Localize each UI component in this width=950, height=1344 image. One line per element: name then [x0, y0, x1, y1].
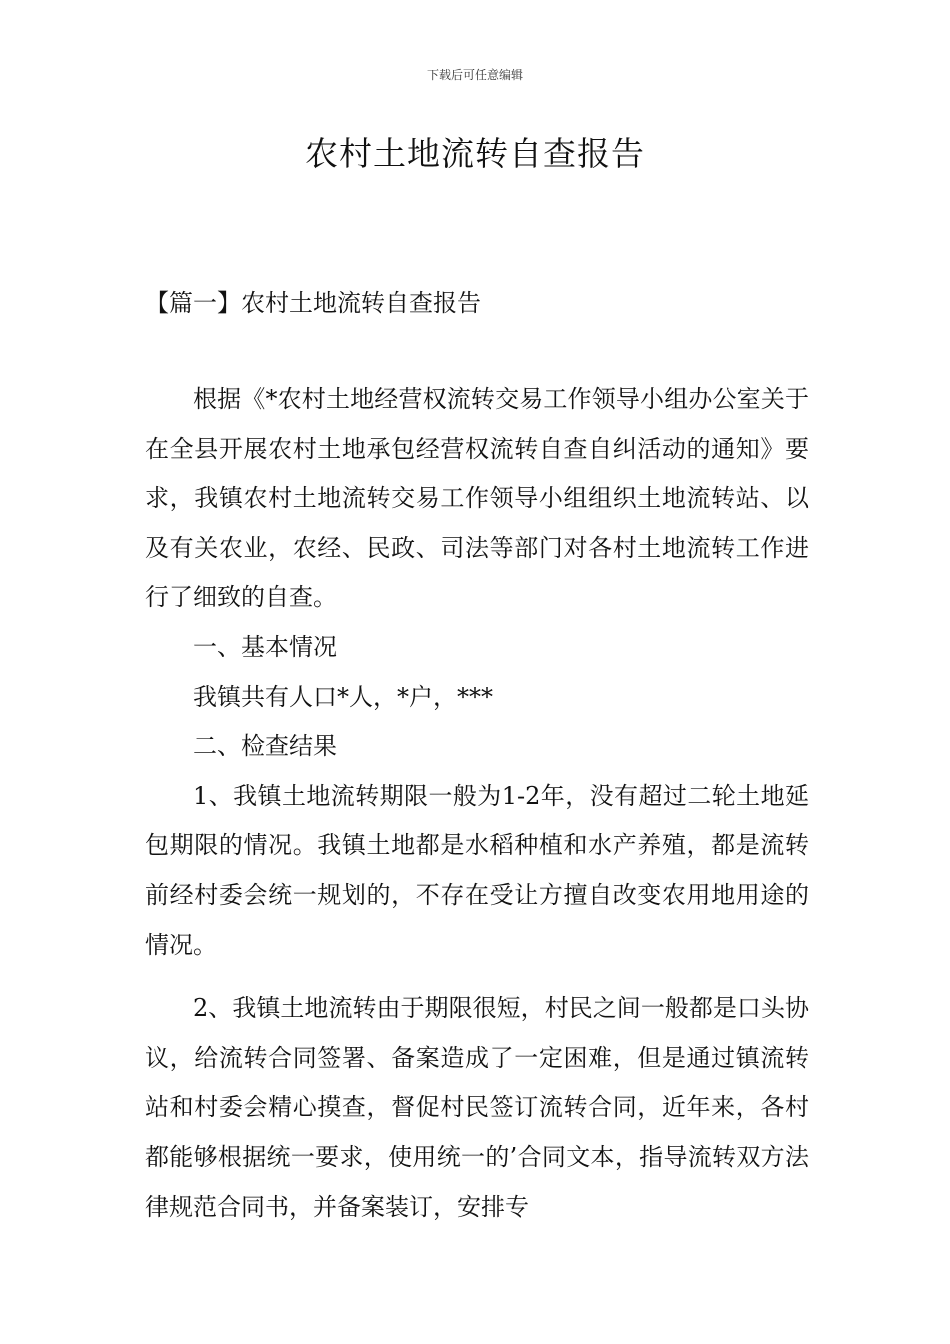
subheading-basic-situation: 一、基本情况	[193, 632, 337, 661]
page-header-note: 下载后可任意编辑	[426, 68, 523, 82]
paragraph-intro: 根据《*农村土地经营权流转交易工作领导小组办公室关于在全县开展农村土地承包经营权流转自查自纠活动的通知》要求，我镇农村土地流转交易工作领导小组组织土地流转站、以及有关农业，农经、民政、司法等部门对各村土地流转工作进行了细致的自查。	[145, 385, 809, 612]
paragraph-result-1: 1、我镇土地流转期限一般为1-2年，没有超过二轮土地延包期限的情况。我镇土地都是水稻种植和水产养殖，都是流转前经村委会统一规划的，不存在受让方擅自改变农用地用途的情况。	[145, 781, 809, 959]
paragraph-result-2: 2、我镇土地流转由于期限很短，村民之间一般都是口头协议，给流转合同签署、备案造成了一定困难，但是通过镇流转站和村委会精心摸查，督促村民签订流转合同，近年来，各村都能够根据统一要求，使用统一的’合同文本，指导流转双方法律规范合同书，并备案装订，安排专	[145, 994, 809, 1221]
paragraph-population: 我镇共有人口*人，*户，***	[193, 682, 493, 711]
section-heading: 【篇一】农村土地流转自查报告	[145, 289, 481, 317]
document-body	[145, 375, 809, 1232]
subheading-inspection-results: 二、检查结果	[193, 732, 337, 761]
document-title: 农村土地流转自查报告	[305, 134, 645, 173]
